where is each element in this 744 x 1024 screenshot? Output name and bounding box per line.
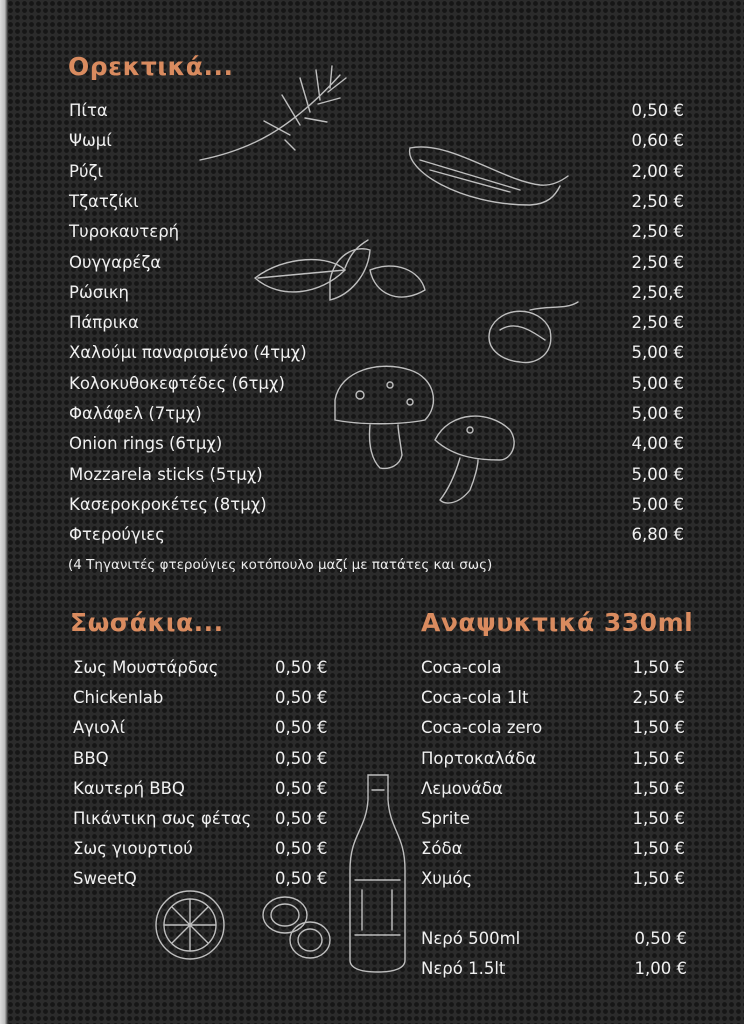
drink-name: Λεμονάδα [421, 778, 503, 798]
sauces-title: Σωσάκια... [70, 608, 224, 637]
sauce-price: 0,50 € [275, 869, 328, 889]
drink-price: 1,50 € [632, 869, 685, 889]
lemon-slice-icon [156, 891, 224, 959]
drink-price: 1,50 € [632, 658, 685, 677]
sauce-name: Σως γιουρτιού [73, 839, 193, 859]
sauce-name: Πικάντικη σως φέτας [73, 809, 252, 828]
drink-price: 1,50 € [632, 839, 685, 859]
drinks-title: Αναψυκτικά 330ml [421, 608, 694, 637]
sauce-price: 0,50 € [275, 778, 328, 798]
menu-item-price: 5,00 € [631, 343, 684, 363]
sauce-price: 0,50 € [275, 748, 328, 768]
menu-item-name: Κολοκυθοκεφτέδες (6τμχ) [69, 373, 285, 393]
sauce-price: 0,50 € [275, 658, 328, 677]
sauce-name: Αγιολί [73, 718, 126, 738]
menu-item-name: Τζατζίκι [69, 191, 139, 211]
bottle-caps-icon [263, 897, 330, 958]
menu-item-name: Φτερούγιες [69, 525, 165, 545]
menu-item-price: 5,00 € [631, 373, 684, 393]
sauce-name: BBQ [73, 748, 109, 768]
menu-item-price: 0,60 € [631, 131, 684, 151]
drink-price: 1,50 € [632, 718, 685, 738]
appetizers-note: (4 Τηγανιτές φτερούγιες κοτόπουλο μαζί με πατάτες και σως) [68, 557, 493, 573]
menu-item-price: 2,50,€ [631, 282, 684, 302]
menu-item-price: 2,50 € [631, 252, 684, 272]
drink-name: Coca-cola [421, 658, 502, 677]
menu-item-name: Φαλάφελ (7τμχ) [69, 404, 202, 423]
chili-pepper-icon [410, 147, 568, 205]
menu-item-name: Ρύζι [69, 161, 104, 181]
menu-item-name: Πίτα [69, 101, 108, 120]
sauce-name: SweetQ [73, 869, 137, 889]
menu-item-price: 5,00 € [631, 494, 684, 514]
water-price: 0,50 € [634, 929, 687, 948]
sauce-price: 0,50 € [275, 718, 328, 738]
menu-item-name: Mozzarela sticks (5τμχ) [69, 464, 263, 484]
sauce-price: 0,50 € [275, 688, 328, 708]
menu-item-name: Ψωμί [69, 131, 112, 151]
sauce-price: 0,50 € [275, 839, 328, 859]
menu-item-price: 2,50 € [631, 222, 684, 242]
menu-item-name: Ουγγαρέζα [69, 252, 162, 272]
drink-price: 1,50 € [632, 778, 685, 798]
menu-item-price: 5,00 € [631, 404, 684, 423]
water-name: Νερό 1.5lt [421, 959, 506, 978]
menu-item-name: Πάπρικα [69, 313, 139, 333]
drink-name: Πορτοκαλάδα [421, 748, 537, 768]
menu-item-price: 2,00 € [631, 161, 684, 181]
menu-item-price: 4,00 € [631, 434, 684, 454]
menu-item-name: Τυροκαυτερή [69, 222, 180, 242]
menu-item-name: Ρώσικη [69, 282, 129, 302]
menu-item-price: 5,00 € [631, 464, 684, 484]
water-name: Νερό 500ml [421, 929, 521, 948]
menu-item-name: Κασεροκροκέτες (8τμχ) [69, 494, 267, 514]
menu-item-price: 2,50 € [631, 191, 684, 211]
drink-price: 2,50 € [632, 688, 685, 708]
drink-name: Σόδα [421, 839, 463, 859]
drink-name: Coca-cola zero [421, 718, 543, 738]
appetizers-title: Ορεκτικά... [68, 52, 234, 81]
menu-item-name: Onion rings (6τμχ) [69, 434, 223, 454]
drink-name: Χυμός [421, 869, 473, 889]
sauce-name: Chickenlab [73, 688, 164, 708]
garlic-clove-icon [489, 302, 578, 363]
drink-price: 1,50 € [632, 748, 685, 768]
drink-name: Sprite [421, 809, 470, 828]
menu-item-price: 6,80 € [631, 525, 684, 545]
menu-item-name: Χαλούμι παναρισμένο (4τμχ) [69, 343, 307, 363]
drink-price: 1,50 € [632, 809, 685, 828]
basil-leaves-icon [255, 240, 425, 300]
menu-item-price: 2,50 € [631, 313, 684, 333]
sauce-name: Σως Μουστάρδας [73, 658, 219, 677]
sauce-price: 0,50 € [275, 809, 328, 828]
glass-bottle-icon [350, 775, 405, 972]
sauce-name: Καυτερή BBQ [73, 778, 185, 798]
menu-item-price: 0,50 € [631, 101, 684, 120]
water-price: 1,00 € [634, 959, 687, 978]
drink-name: Coca-cola 1lt [421, 688, 529, 708]
mushroom-icon [335, 366, 514, 503]
